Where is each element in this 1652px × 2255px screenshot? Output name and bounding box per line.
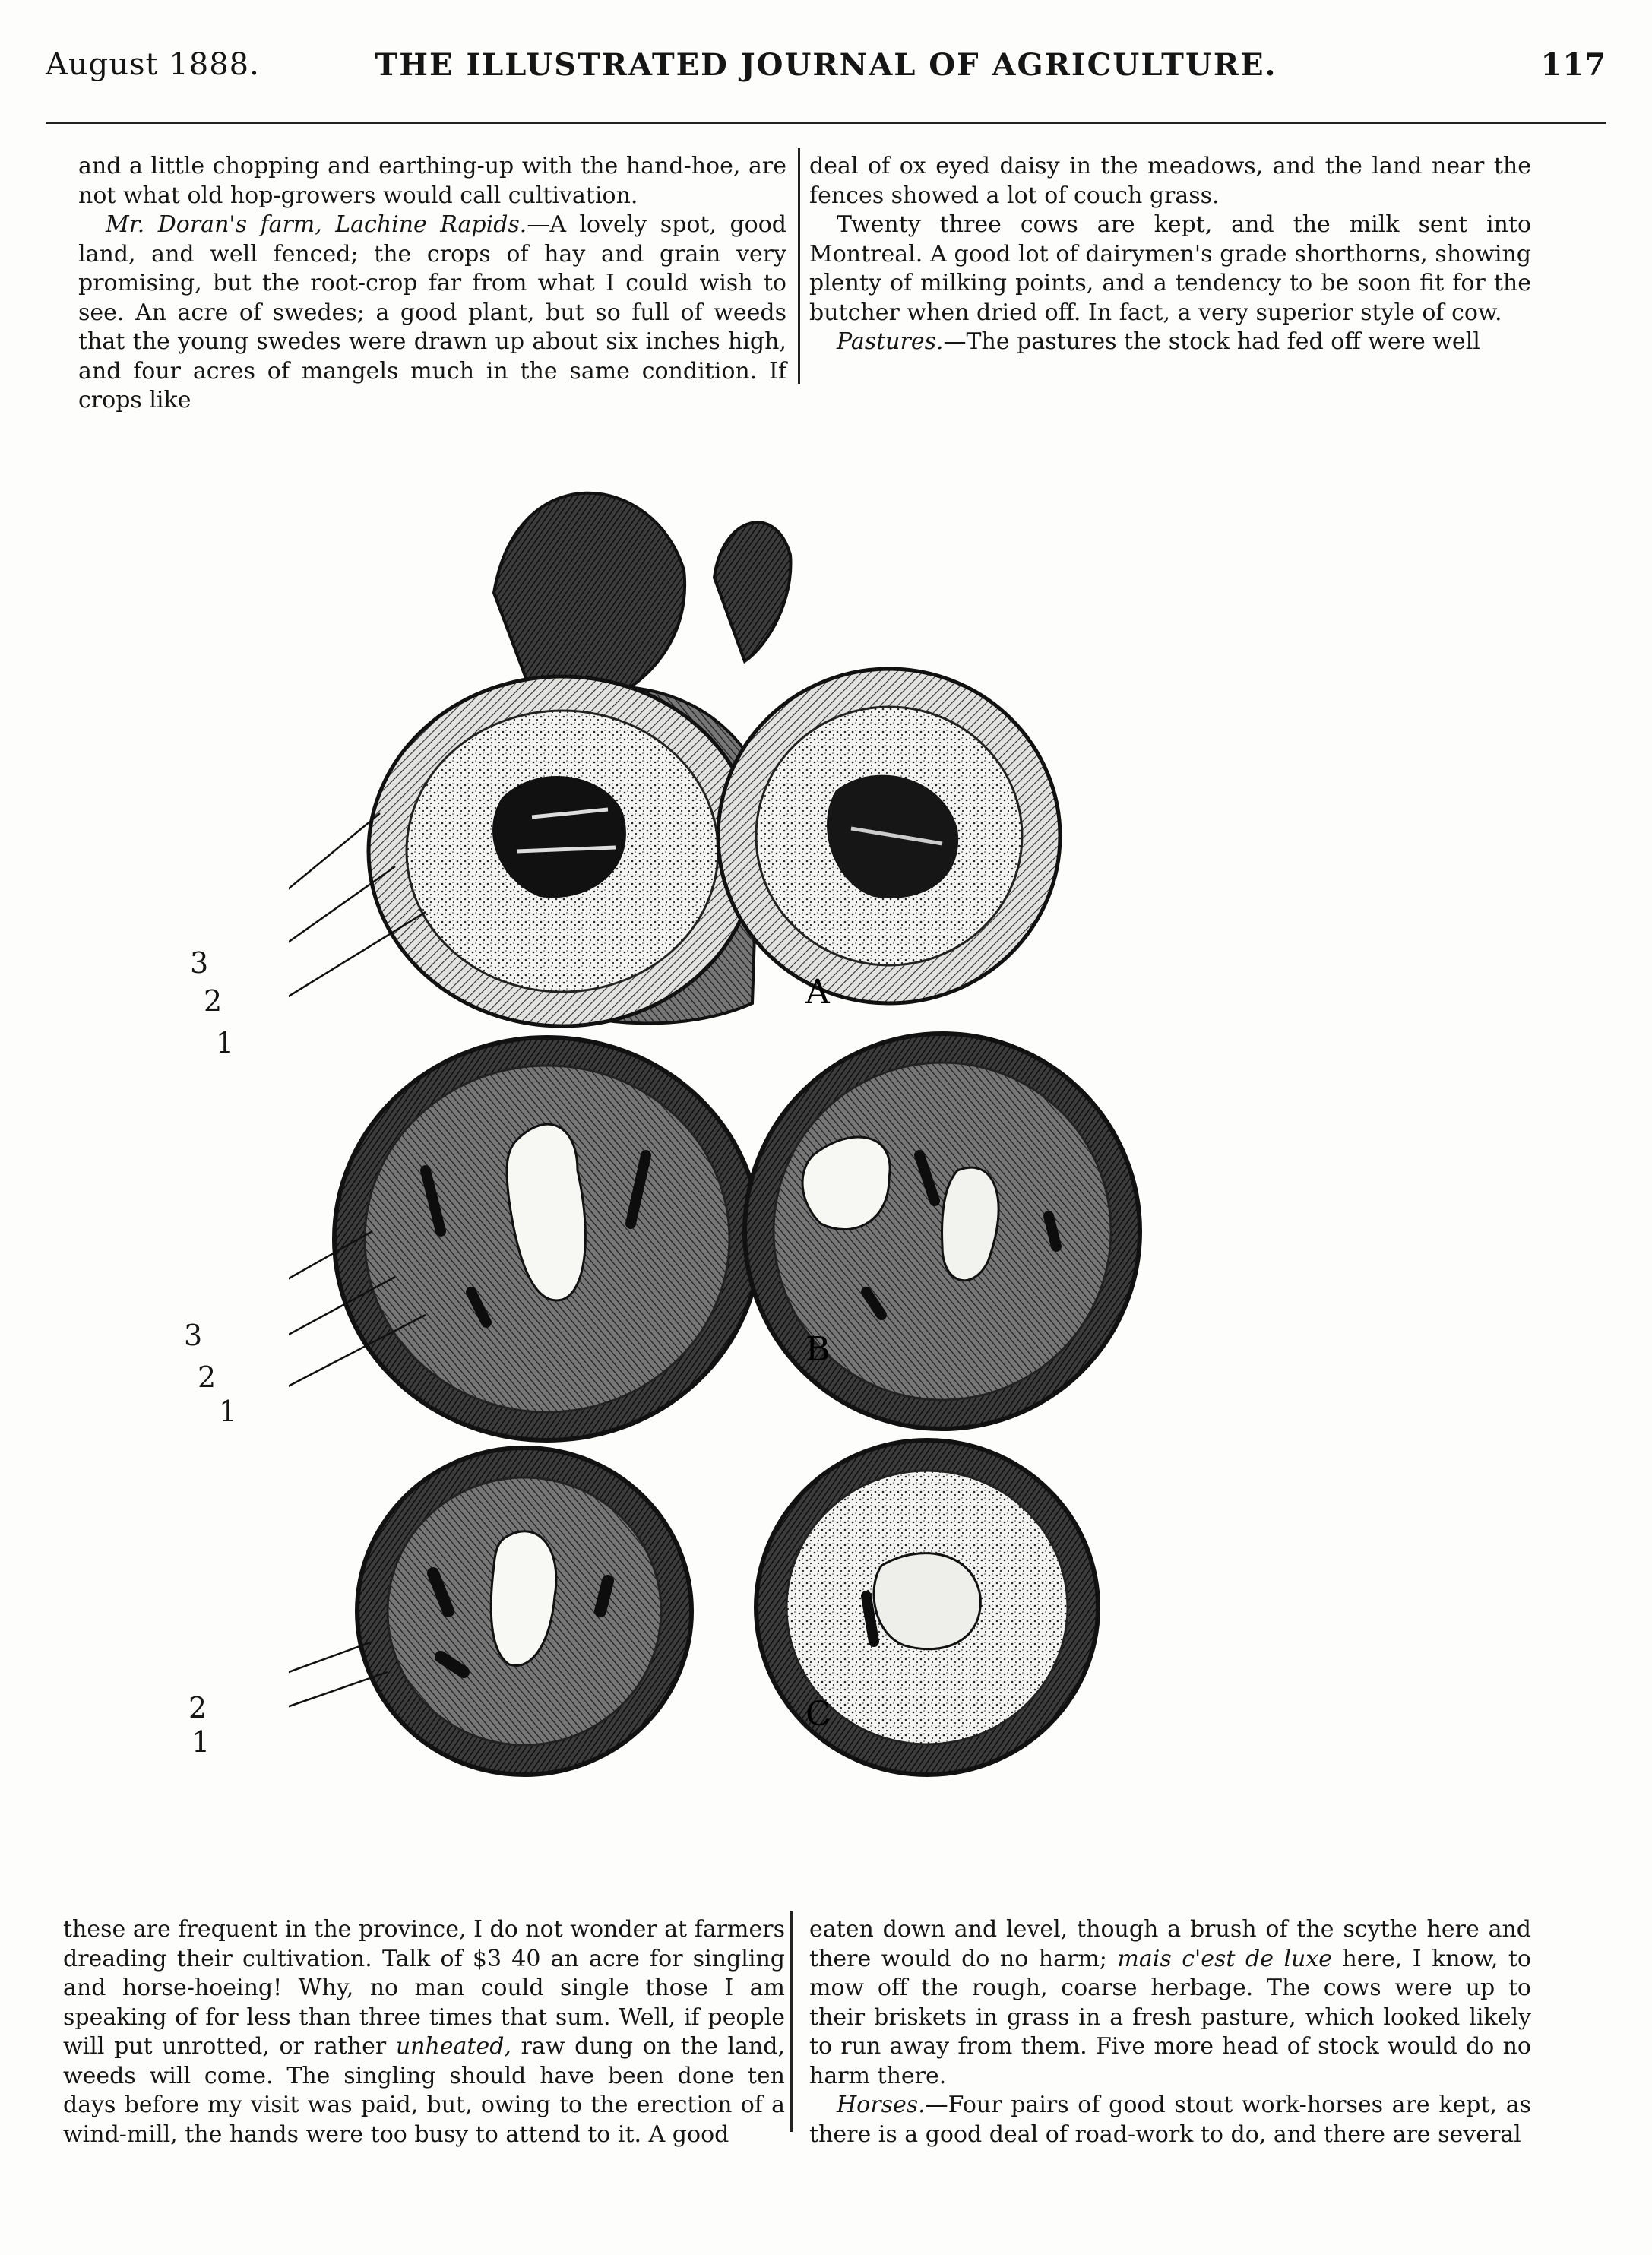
paragraph xyxy=(63,1915,785,2149)
label-1-c: 1 xyxy=(191,1725,210,1759)
running-head xyxy=(46,47,1606,100)
top-right-column xyxy=(809,152,1531,357)
section-heading: Mr. Doran's farm, Lachine Rapids. xyxy=(106,211,527,238)
paragraph: deal of ox eyed daisy in the meadows, and the land near the fences showed a lot of couch grass. xyxy=(809,153,1531,209)
label-2-a: 2 xyxy=(204,984,223,1018)
bottom-left-column xyxy=(63,1915,785,2149)
paragraph xyxy=(809,1915,1531,2091)
paragraph-text: these are frequent in the province, I do not wonder at farmers dreading their cultivation. Talk of $3 40 an acre for singling and horse-hoeing! Why, no man could single those I am speaking of for less than three times that sum. Well, if people will put unrotted, or rather xyxy=(63,1916,785,2060)
paragraph-text: raw dung on the land, weeds will come. The singling should have been done ten days before my visit was paid, but, owing to the erection of a wind-mill, the hands were too busy to attend to it. A good xyxy=(63,2033,785,2148)
column-divider xyxy=(798,148,800,384)
section-a-right-disc xyxy=(718,669,1060,1003)
section-c xyxy=(357,1440,1098,1775)
label-2-c: 2 xyxy=(188,1691,207,1725)
section-b-right-disc xyxy=(745,1034,1140,1429)
section-heading: Horses. xyxy=(837,2092,926,2118)
emphasis: mais c'est de luxe xyxy=(1117,1945,1333,1972)
paragraph: and a little chopping and earthing-up with the hand-hoe, are not what old hop-growers would call cultivation. xyxy=(78,153,786,209)
issue-date: August 1888. xyxy=(46,47,260,82)
header-rule xyxy=(46,122,1606,124)
paragraph xyxy=(809,328,1531,357)
section-a-left-disc xyxy=(369,676,756,1026)
label-2-b: 2 xyxy=(198,1360,217,1394)
paragraph-text: —The pastures the stock had fed off were well xyxy=(943,328,1480,355)
section-a xyxy=(369,493,1060,1026)
paragraph: Twenty three cows are kept, and the milk sent into Montreal. A good lot of dairymen's grade shorthorns, showing plenty of milking points, and a tendency to be soon fit for the butcher when dried off. In fact, a very superior style of cow. xyxy=(809,211,1531,326)
cross-section-illustration xyxy=(289,471,1292,1854)
paragraph xyxy=(78,211,786,416)
paragraph xyxy=(809,2091,1531,2149)
section-b-left-disc xyxy=(334,1037,760,1440)
emphasis: unheated, xyxy=(395,2033,511,2060)
section-c-left-disc xyxy=(357,1448,691,1775)
label-3-a: 3 xyxy=(190,946,209,980)
figure-label-b: B xyxy=(805,1330,831,1369)
paragraph-text: eaten down and level, though a brush of the scythe here and there would do no harm; xyxy=(809,1916,1531,1972)
journal-title: THE ILLUSTRATED JOURNAL OF AGRICULTURE. xyxy=(375,47,1277,83)
figure-label-a: A xyxy=(805,973,830,1012)
page-number: 117 xyxy=(1540,47,1606,83)
label-1-b: 1 xyxy=(219,1395,238,1428)
column-divider xyxy=(790,1911,793,2132)
label-3-b: 3 xyxy=(184,1319,203,1352)
paragraph-text: —A lovely spot, good land, and well fenced; the crops of hay and grain very promising, but the root-crop far from what I could wish to see. An acre of swedes; a good plant, but so full of weeds that the young swedes were drawn up about six inches high, and four acres of mangels much in the same condition. If crops like xyxy=(78,211,786,413)
figure-label-c: C xyxy=(805,1695,831,1734)
bottom-right-column xyxy=(809,1915,1531,2149)
label-1-a: 1 xyxy=(216,1026,235,1059)
section-b xyxy=(334,1034,1140,1440)
paragraph-text: here, I know, to mow off the rough, coarse herbage. The cows were up to their briskets in grass in a fresh pasture, which looked likely to run away from them. Five more head of stock would do no harm there. xyxy=(809,1945,1531,2089)
section-heading: Pastures. xyxy=(837,328,944,355)
paragraph-text: —Four pairs of good stout work-horses are kept, as there is a good deal of road-work to do, and there are several xyxy=(809,2092,1531,2148)
top-left-column xyxy=(78,152,786,416)
